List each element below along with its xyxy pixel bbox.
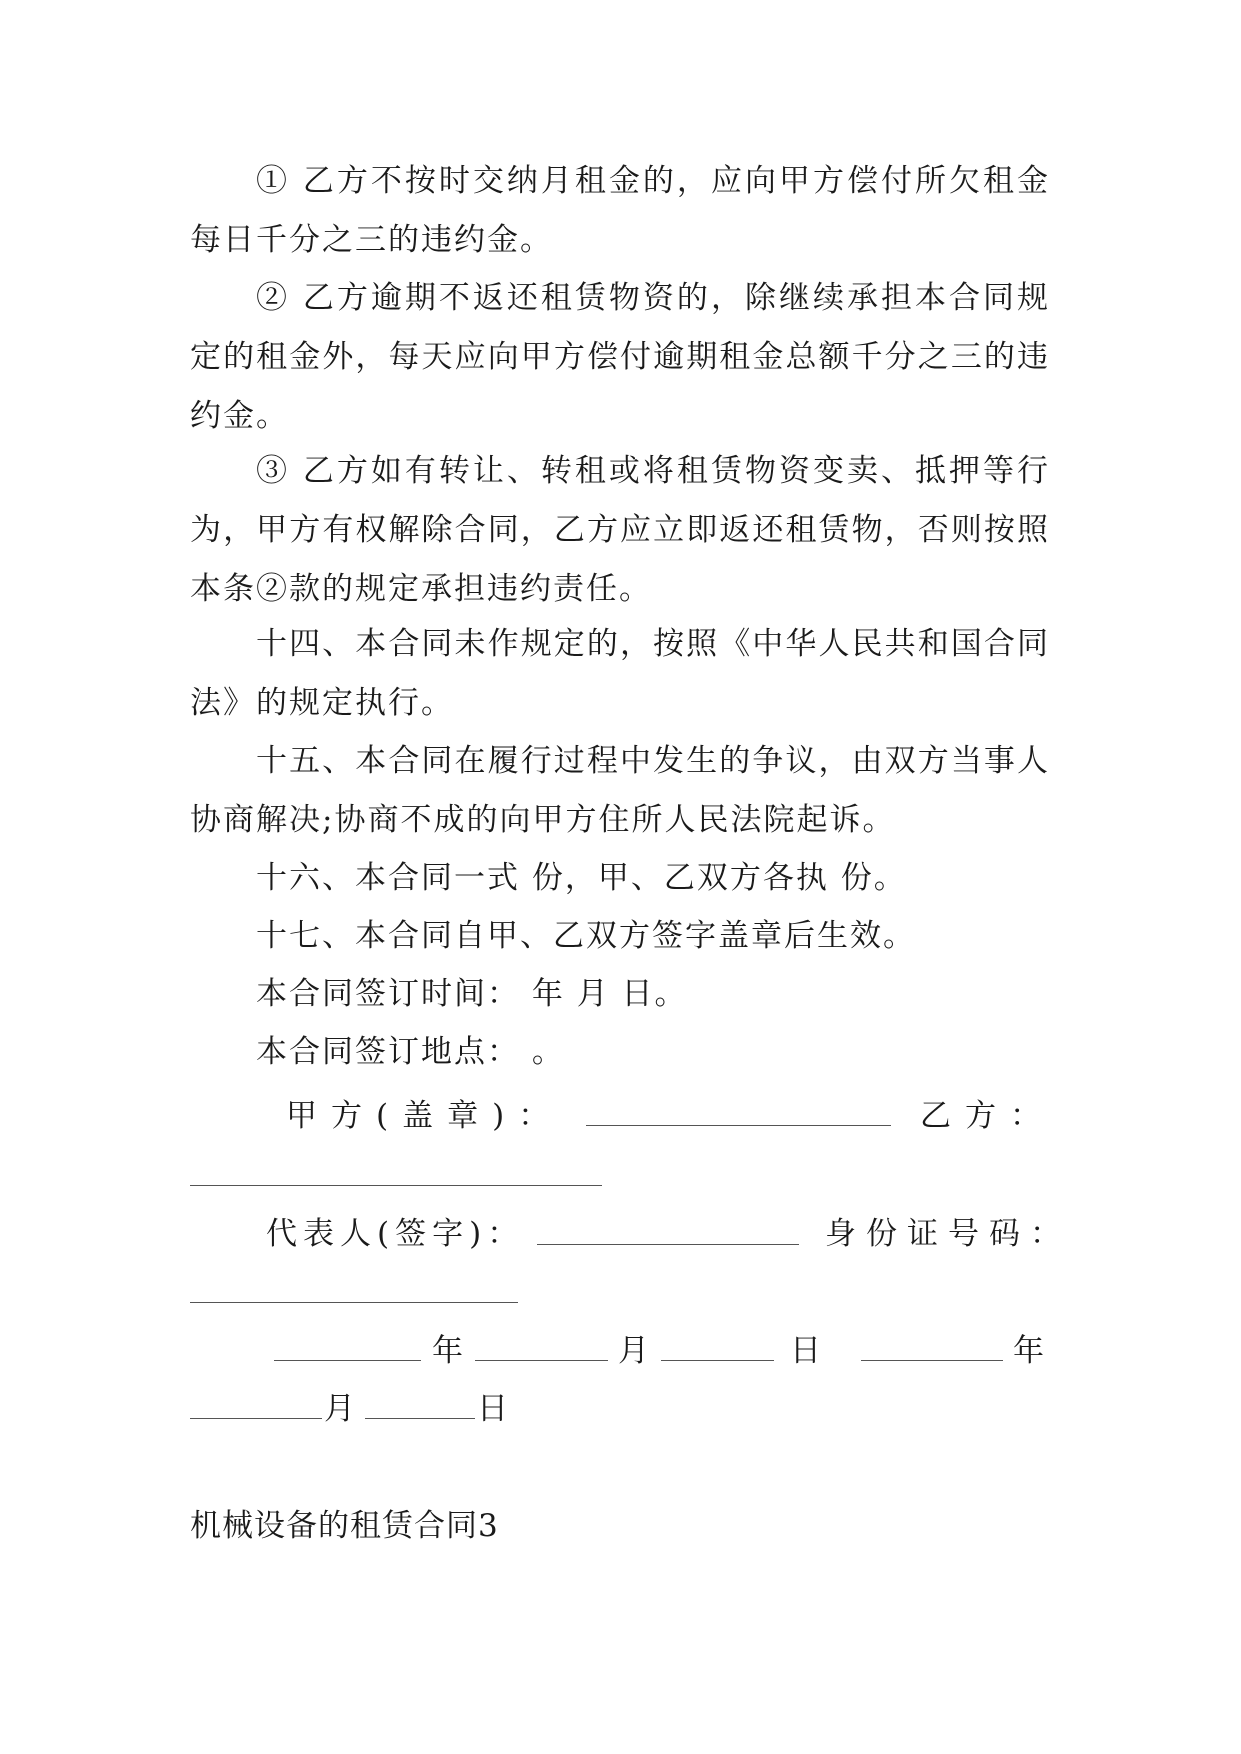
representative-label: 代表人(签字)： (266, 1216, 525, 1252)
party-a-blank[interactable] (586, 1125, 891, 1126)
clause-15: 十五、本合同在履行过程中发生的争议，由双方当事人协商解决;协商不成的向甲方住所人民法院起诉。 (190, 743, 1050, 838)
date-a-year-blank[interactable] (274, 1360, 421, 1361)
date-a-month-blank[interactable] (475, 1360, 608, 1361)
id-number-label: 身份证号码： (825, 1216, 1071, 1252)
signing-place: 本合同签订地点： 。 (256, 1034, 565, 1070)
party-b-blank[interactable] (190, 1185, 602, 1186)
date-b-day-blank[interactable] (365, 1418, 475, 1419)
party-a-label: 甲方(盖章)： (286, 1098, 564, 1134)
date-b-day-label: 日 (477, 1391, 510, 1427)
date-b-month-blank[interactable] (190, 1418, 322, 1419)
date-a-day-blank[interactable] (661, 1360, 774, 1361)
date-b-month-label: 月 (324, 1391, 357, 1427)
next-section-title: 机械设备的租赁合同3 (190, 1508, 499, 1544)
clause-16: 十六、本合同一式 份，甲、乙双方各执 份。 (256, 860, 907, 896)
clause-penalty-1: ① 乙方不按时交纳月租金的，应向甲方偿付所欠租金每日千分之三的违约金。 (190, 163, 1050, 258)
clause-penalty-2: ② 乙方逾期不返还租赁物资的，除继续承担本合同规定的租金外，每天应向甲方偿付逾期租金总额千分之三的违约金。 (190, 280, 1050, 434)
clause-17: 十七、本合同自甲、乙双方签字盖章后生效。 (256, 918, 916, 954)
party-b-label: 乙方： (920, 1098, 1055, 1134)
clause-14: 十四、本合同未作规定的，按照《中华人民共和国合同法》的规定执行。 (190, 626, 1050, 721)
date-a-day-label: 日 (790, 1333, 823, 1369)
id-number-blank[interactable] (190, 1302, 518, 1303)
date-a-year-label: 年 (432, 1333, 465, 1369)
representative-blank[interactable] (537, 1244, 799, 1245)
date-b-year-label: 年 (1013, 1333, 1046, 1369)
clause-penalty-3: ③ 乙方如有转让、转租或将租赁物资变卖、抵押等行为，甲方有权解除合同，乙方应立即返还租赁物，否则按照本条②款的规定承担违约责任。 (190, 453, 1050, 607)
date-b-year-blank[interactable] (861, 1360, 1003, 1361)
date-a-month-label: 月 (618, 1333, 651, 1369)
signing-time: 本合同签订时间： 年 月 日。 (256, 976, 688, 1012)
